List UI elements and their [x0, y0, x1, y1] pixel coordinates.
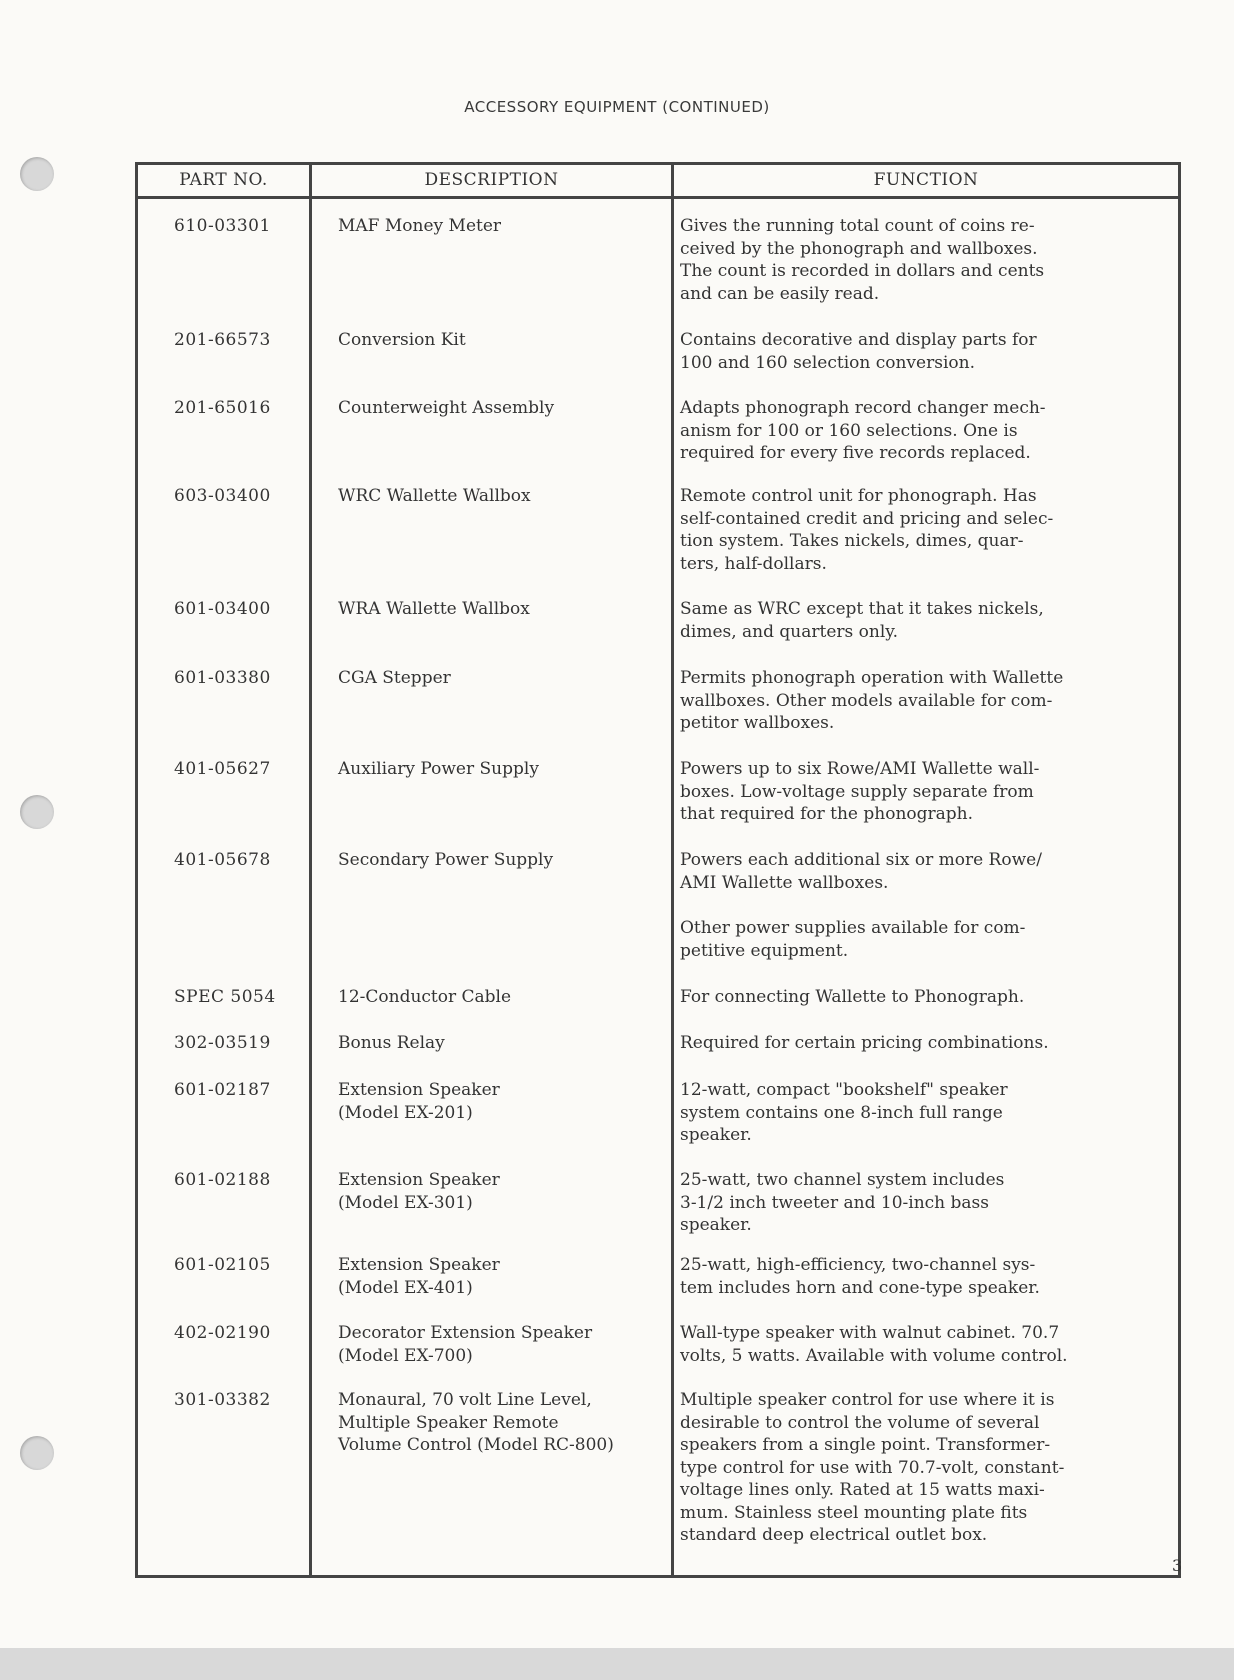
header-function: FUNCTION [873, 170, 979, 190]
part-number: SPEC 5054 [174, 987, 276, 1007]
description: MAF Money Meter [338, 216, 502, 236]
function: Adapts phonograph record changer mech- anism for 100 or 160 selections. One is required for every five records replaced. [680, 398, 1046, 463]
part-number: 401-05678 [174, 850, 271, 870]
description: 12-Conductor Cable [338, 987, 512, 1007]
part-number: 603-03400 [174, 486, 271, 506]
part-number: 301-03382 [174, 1390, 271, 1410]
description: Auxiliary Power Supply [338, 759, 539, 779]
function: 25-watt, two channel system includes 3-1/2 inch tweeter and 10-inch bass speaker. [680, 1170, 1005, 1235]
function: Required for certain pricing combinations. [680, 1033, 1049, 1053]
punch-hole-middle [20, 795, 54, 829]
part-number: 601-02105 [174, 1255, 271, 1275]
description: WRA Wallette Wallbox [338, 599, 530, 619]
part-number: 601-02187 [174, 1080, 271, 1100]
function: Powers up to six Rowe/AMI Wallette wall- boxes. Low-voltage supply separate from that required for the phonograph. [680, 759, 1040, 824]
description: Extension Speaker (Model EX-201) [338, 1080, 500, 1123]
page-title: ACCESSORY EQUIPMENT (CONTINUED) [464, 98, 770, 116]
part-number: 601-02188 [174, 1170, 271, 1190]
header-part-no: PART NO. [179, 170, 268, 190]
part-number: 601-03400 [174, 599, 271, 619]
description: Bonus Relay [338, 1033, 445, 1053]
part-number: 201-66573 [174, 330, 271, 350]
part-number: 201-65016 [174, 398, 271, 418]
header-description: DESCRIPTION [424, 170, 559, 190]
description: Monaural, 70 volt Line Level, Multiple Speaker Remote Volume Control (Model RC-800) [338, 1390, 614, 1455]
description: Conversion Kit [338, 330, 466, 350]
part-number: 401-05627 [174, 759, 271, 779]
function: 12-watt, compact "bookshelf" speaker system contains one 8-inch full range speaker. [680, 1080, 1008, 1145]
function: Remote control unit for phonograph. Has self-contained credit and pricing and selec- tion system. Takes nickels, dimes, quar- ters, half-dollars. [680, 486, 1054, 574]
scan-edge [0, 1648, 1234, 1680]
function: Contains decorative and display parts for 100 and 160 selection conversion. [680, 330, 1037, 373]
description: Counterweight Assembly [338, 398, 555, 418]
description: Extension Speaker (Model EX-401) [338, 1255, 500, 1298]
accessory-table [135, 162, 1181, 1578]
function: For connecting Wallette to Phonograph. [680, 987, 1025, 1007]
description: WRC Wallette Wallbox [338, 486, 531, 506]
function: Other power supplies available for com- petitive equipment. [680, 918, 1026, 961]
part-number: 601-03380 [174, 668, 271, 688]
function: Same as WRC except that it takes nickels, dimes, and quarters only. [680, 599, 1044, 642]
function: Gives the running total count of coins re- ceived by the phonograph and wallboxes. The count is recorded in dollars and cents and can be easily read. [680, 216, 1045, 304]
punch-hole-top [20, 157, 54, 191]
part-number: 610-03301 [174, 216, 271, 236]
function: Powers each additional six or more Rowe/ AMI Wallette wallboxes. [680, 850, 1042, 893]
part-number: 302-03519 [174, 1033, 271, 1053]
function: Multiple speaker control for use where it is desirable to control the volume of several speakers from a single point. Transformer- type control for use with 70.7-volt, constant- voltage lines only. Rated at 15 watts maxi- mum. Stainless steel mounting plate fits standard deep electrical outlet box. [680, 1390, 1065, 1545]
description: Decorator Extension Speaker (Model EX-700) [338, 1323, 593, 1366]
function: Wall-type speaker with walnut cabinet. 70.7 volts, 5 watts. Available with volume control. [680, 1323, 1068, 1366]
part-number: 402-02190 [174, 1323, 271, 1343]
page-number: 3 [1172, 1556, 1183, 1575]
description: Extension Speaker (Model EX-301) [338, 1170, 500, 1213]
punch-hole-bottom [20, 1436, 54, 1470]
function: 25-watt, high-efficiency, two-channel sys- tem includes horn and cone-type speaker. [680, 1255, 1040, 1298]
description: Secondary Power Supply [338, 850, 554, 870]
description: CGA Stepper [338, 668, 451, 688]
function: Permits phonograph operation with Wallette wallboxes. Other models available for com- petitor wallboxes. [680, 668, 1064, 733]
